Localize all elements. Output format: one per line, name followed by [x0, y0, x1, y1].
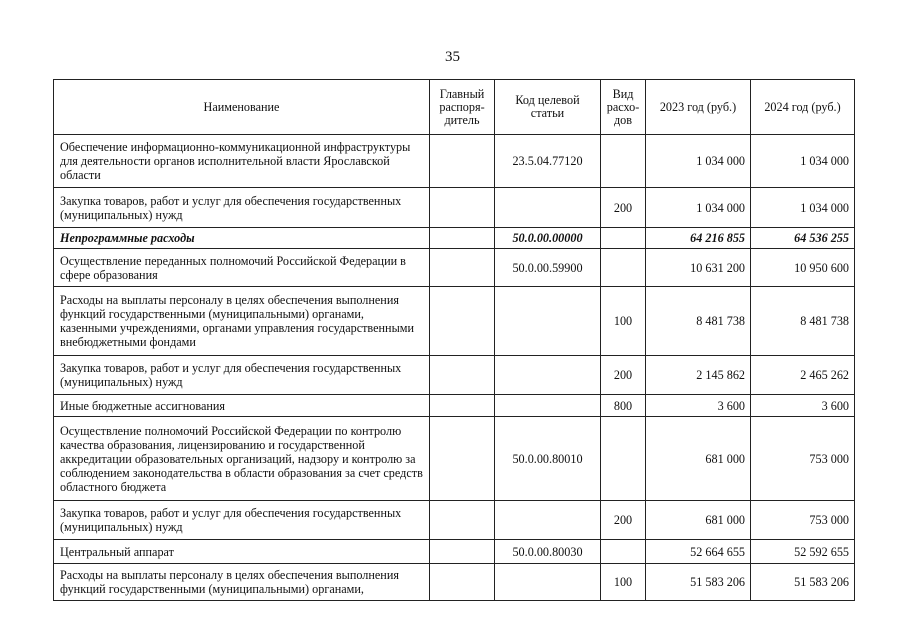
- row-main-manager: [430, 501, 495, 540]
- page-number: 35: [445, 49, 460, 65]
- table-header: [54, 80, 855, 135]
- row-amount-2024: 64 536 255: [751, 228, 855, 249]
- budget-table: [53, 79, 855, 601]
- row-main-manager: [430, 249, 495, 287]
- row-expense-type: [601, 228, 646, 249]
- row-name: Центральный аппарат: [54, 540, 430, 564]
- row-name: Непрограммные расходы: [54, 228, 430, 249]
- header-name: Наименование: [54, 80, 430, 135]
- row-amount-2023: 681 000: [646, 417, 751, 501]
- row-main-manager: [430, 135, 495, 188]
- row-amount-2023: 8 481 738: [646, 287, 751, 356]
- row-expense-type: [601, 135, 646, 188]
- row-target-code: [495, 395, 601, 417]
- row-main-manager: [430, 188, 495, 228]
- row-amount-2024: 51 583 206: [751, 564, 855, 601]
- row-target-code: 50.0.00.80030: [495, 540, 601, 564]
- row-name: Обеспечение информационно-коммуникационной инфраструктуры для деятельности органов исполнительной власти Ярославской области: [54, 135, 430, 188]
- row-amount-2024: 1 034 000: [751, 188, 855, 228]
- row-expense-type: 200: [601, 188, 646, 228]
- row-amount-2024: 1 034 000: [751, 135, 855, 188]
- row-main-manager: [430, 417, 495, 501]
- row-amount-2023: 681 000: [646, 501, 751, 540]
- row-main-manager: [430, 356, 495, 395]
- row-name: Закупка товаров, работ и услуг для обеспечения государственных (муниципальных) нужд: [54, 501, 430, 540]
- header-target-code: Код целевой статьи: [495, 80, 601, 135]
- table-body: [54, 135, 855, 601]
- row-name: Осуществление переданных полномочий Российской Федерации в сфере образования: [54, 249, 430, 287]
- row-amount-2024: 753 000: [751, 417, 855, 501]
- row-target-code: 50.0.00.80010: [495, 417, 601, 501]
- row-expense-type: 100: [601, 564, 646, 601]
- row-expense-type: 100: [601, 287, 646, 356]
- row-amount-2023: 3 600: [646, 395, 751, 417]
- header-row: [54, 80, 855, 135]
- row-main-manager: [430, 287, 495, 356]
- row-amount-2023: 2 145 862: [646, 356, 751, 395]
- row-amount-2023: 10 631 200: [646, 249, 751, 287]
- row-amount-2023: 1 034 000: [646, 188, 751, 228]
- table-row: [54, 228, 855, 249]
- row-name: Иные бюджетные ассигнования: [54, 395, 430, 417]
- row-main-manager: [430, 228, 495, 249]
- row-amount-2023: 51 583 206: [646, 564, 751, 601]
- header-main-manager: Главный распоря-дитель: [430, 80, 495, 135]
- table-row: [54, 249, 855, 287]
- header-year-2024: 2024 год (руб.): [751, 80, 855, 135]
- row-name: Расходы на выплаты персоналу в целях обеспечения выполнения функций государственными (муниципальными) органами, казенными учреждениями, органами управления государственными внебюджетными фондами: [54, 287, 430, 356]
- table-row: [54, 501, 855, 540]
- row-target-code: [495, 287, 601, 356]
- row-expense-type: 200: [601, 501, 646, 540]
- row-amount-2024: 8 481 738: [751, 287, 855, 356]
- row-target-code: [495, 188, 601, 228]
- header-expense-type: Вид расхо-дов: [601, 80, 646, 135]
- row-name: Расходы на выплаты персоналу в целях обеспечения выполнения функций государственными (муниципальными) органами,: [54, 564, 430, 601]
- table-row: [54, 135, 855, 188]
- row-target-code: [495, 501, 601, 540]
- table-row: [54, 540, 855, 564]
- row-name: Закупка товаров, работ и услуг для обеспечения государственных (муниципальных) нужд: [54, 188, 430, 228]
- table-row: [54, 356, 855, 395]
- header-year-2023: 2023 год (руб.): [646, 80, 751, 135]
- row-expense-type: 200: [601, 356, 646, 395]
- row-expense-type: [601, 540, 646, 564]
- table-row: [54, 564, 855, 601]
- row-name: Осуществление полномочий Российской Федерации по контролю качества образования, лицензированию и государственной аккредитации образовательных организаций, надзору и контролю за соблюдением законодательства в области образования за счет средств областного бюджета: [54, 417, 430, 501]
- row-expense-type: [601, 417, 646, 501]
- row-amount-2024: 10 950 600: [751, 249, 855, 287]
- row-amount-2024: 52 592 655: [751, 540, 855, 564]
- row-amount-2023: 52 664 655: [646, 540, 751, 564]
- row-main-manager: [430, 395, 495, 417]
- row-main-manager: [430, 564, 495, 601]
- row-expense-type: [601, 249, 646, 287]
- row-amount-2024: 753 000: [751, 501, 855, 540]
- row-target-code: 23.5.04.77120: [495, 135, 601, 188]
- row-expense-type: 800: [601, 395, 646, 417]
- row-amount-2023: 64 216 855: [646, 228, 751, 249]
- row-name: Закупка товаров, работ и услуг для обеспечения государственных (муниципальных) нужд: [54, 356, 430, 395]
- row-amount-2023: 1 034 000: [646, 135, 751, 188]
- row-target-code: 50.0.00.00000: [495, 228, 601, 249]
- table-row: [54, 395, 855, 417]
- table-row: [54, 417, 855, 501]
- row-main-manager: [430, 540, 495, 564]
- row-target-code: [495, 356, 601, 395]
- row-amount-2024: 2 465 262: [751, 356, 855, 395]
- row-target-code: [495, 564, 601, 601]
- row-target-code: 50.0.00.59900: [495, 249, 601, 287]
- row-amount-2024: 3 600: [751, 395, 855, 417]
- table-row: [54, 287, 855, 356]
- table-row: [54, 188, 855, 228]
